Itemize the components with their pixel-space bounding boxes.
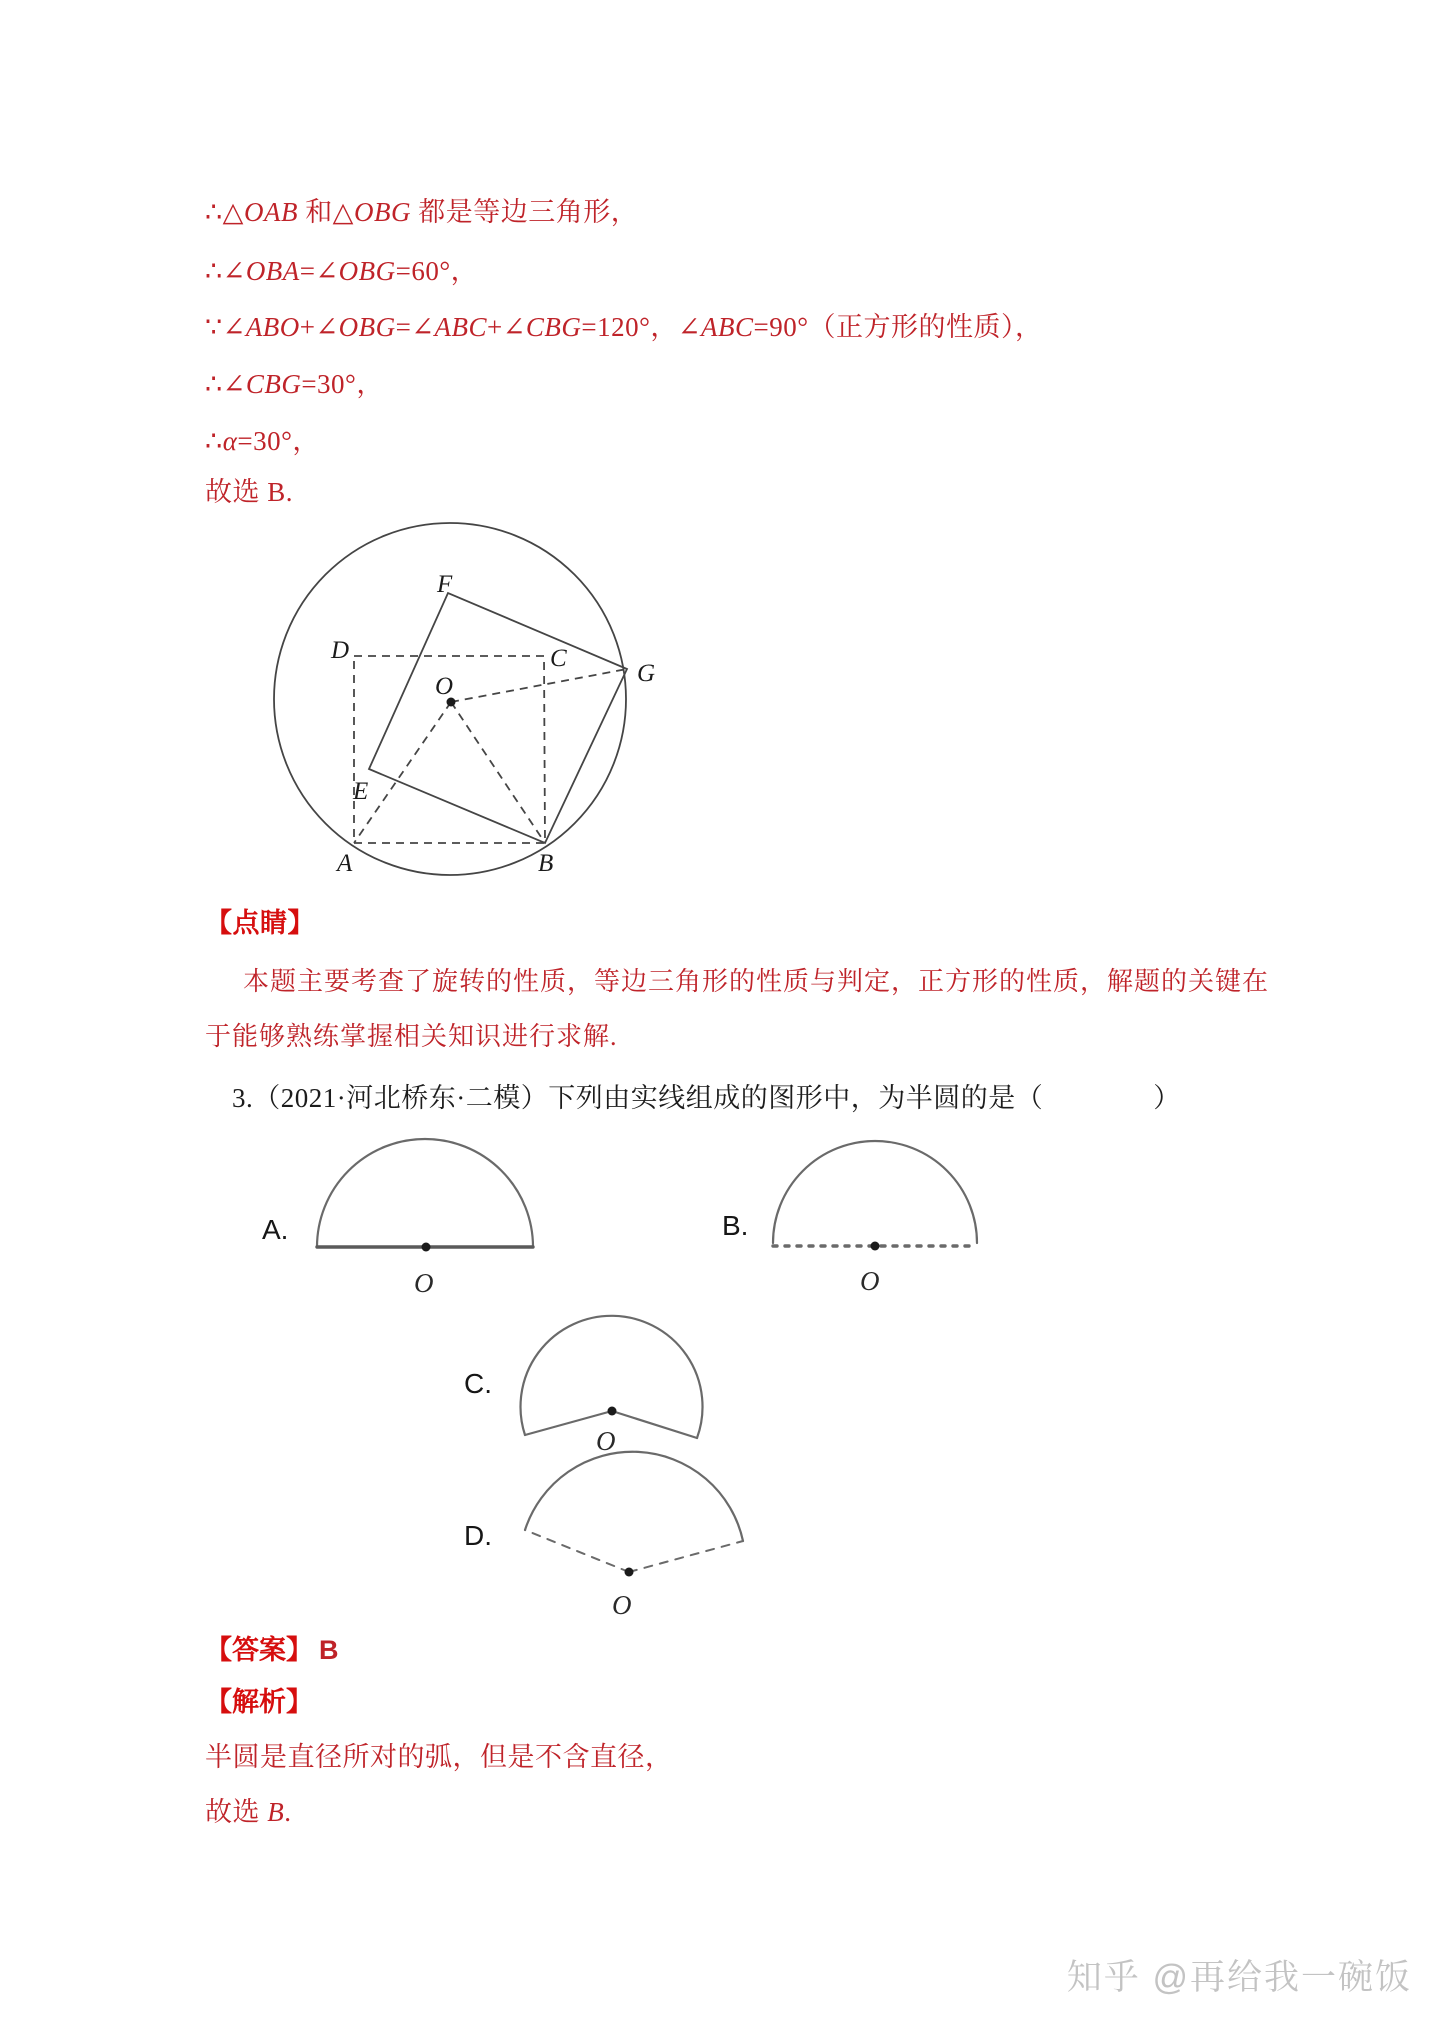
option-c-center-dot: [608, 1407, 617, 1416]
option-label-d: D.: [464, 1520, 492, 1551]
option-b-figure: [773, 1141, 977, 1296]
tips-text-line-1: 本题主要考查了旋转的性质，等边三角形的性质与判定，正方形的性质，解题的关键在: [243, 967, 1270, 996]
point-label-E: E: [353, 778, 369, 805]
option-a-center-dot: [422, 1243, 431, 1252]
option-b-center-dot: [871, 1242, 880, 1251]
option-label-a: A.: [262, 1214, 289, 1245]
rotation-geometry-figure: [250, 505, 690, 895]
option-c-arc: [521, 1316, 703, 1438]
solid-square-EFGB: [369, 593, 627, 843]
solution-step-1: ∴△OAB 和△OBG 都是等边三角形，: [205, 197, 639, 227]
question-3-stem: 3.（2021·河北桥东·二模）下列由实线组成的图形中，为半圆的是（ ）: [232, 1083, 1181, 1113]
solution-step-4: ∴∠CBG=30°，: [205, 369, 384, 399]
answer-line: [205, 1628, 339, 1667]
answer-header: 【答案】: [205, 1635, 313, 1665]
point-label-F: F: [437, 571, 453, 598]
option-d-arc: [525, 1452, 743, 1541]
option-label-c: C.: [464, 1368, 492, 1399]
analysis-conclusion: 故选 B.: [205, 1797, 292, 1827]
solution-conclusion: 故选 B.: [205, 477, 294, 507]
option-a-figure: [317, 1139, 533, 1298]
option-d-center-label: O: [612, 1590, 632, 1620]
solution-step-3: ∵∠ABO+∠OBG=∠ABC+∠CBG=120°，∠ABC=90°（正方形的性质），: [205, 312, 1043, 342]
point-label-O: O: [435, 673, 454, 700]
solution-step-2: ∴∠OBA=∠OBG=60°，: [205, 256, 479, 286]
tips-header: 【点睛】: [205, 908, 315, 938]
option-b-arc: [773, 1141, 977, 1243]
zhihu-watermark: 知乎 @再给我一碗饭: [1066, 1958, 1412, 1997]
point-label-B: B: [538, 850, 554, 877]
point-label-D: D: [331, 637, 350, 664]
option-d-radii-dashed: [525, 1530, 743, 1572]
option-d-center-dot: [625, 1568, 634, 1577]
option-a-arc: [317, 1139, 533, 1247]
point-label-G: G: [637, 660, 656, 687]
option-c-figure: [521, 1316, 703, 1456]
tips-text-line-2: 于能够熟练掌握相关知识进行求解.: [205, 1022, 618, 1051]
option-b-center-label: O: [860, 1266, 880, 1296]
analysis-text: 半圆是直径所对的弧，但是不含直径，: [205, 1742, 673, 1772]
option-label-b: B.: [722, 1210, 749, 1241]
point-label-A: A: [337, 850, 353, 877]
solution-step-5: ∴α=30°，: [205, 426, 320, 456]
analysis-header: 【解析】: [205, 1687, 313, 1717]
option-d-figure: [525, 1452, 743, 1620]
answer-value: B: [319, 1635, 339, 1665]
point-label-C: C: [550, 645, 567, 672]
option-c-center-label: O: [596, 1426, 616, 1456]
option-a-center-label: O: [414, 1268, 434, 1298]
option-figures: [250, 1130, 1010, 1630]
